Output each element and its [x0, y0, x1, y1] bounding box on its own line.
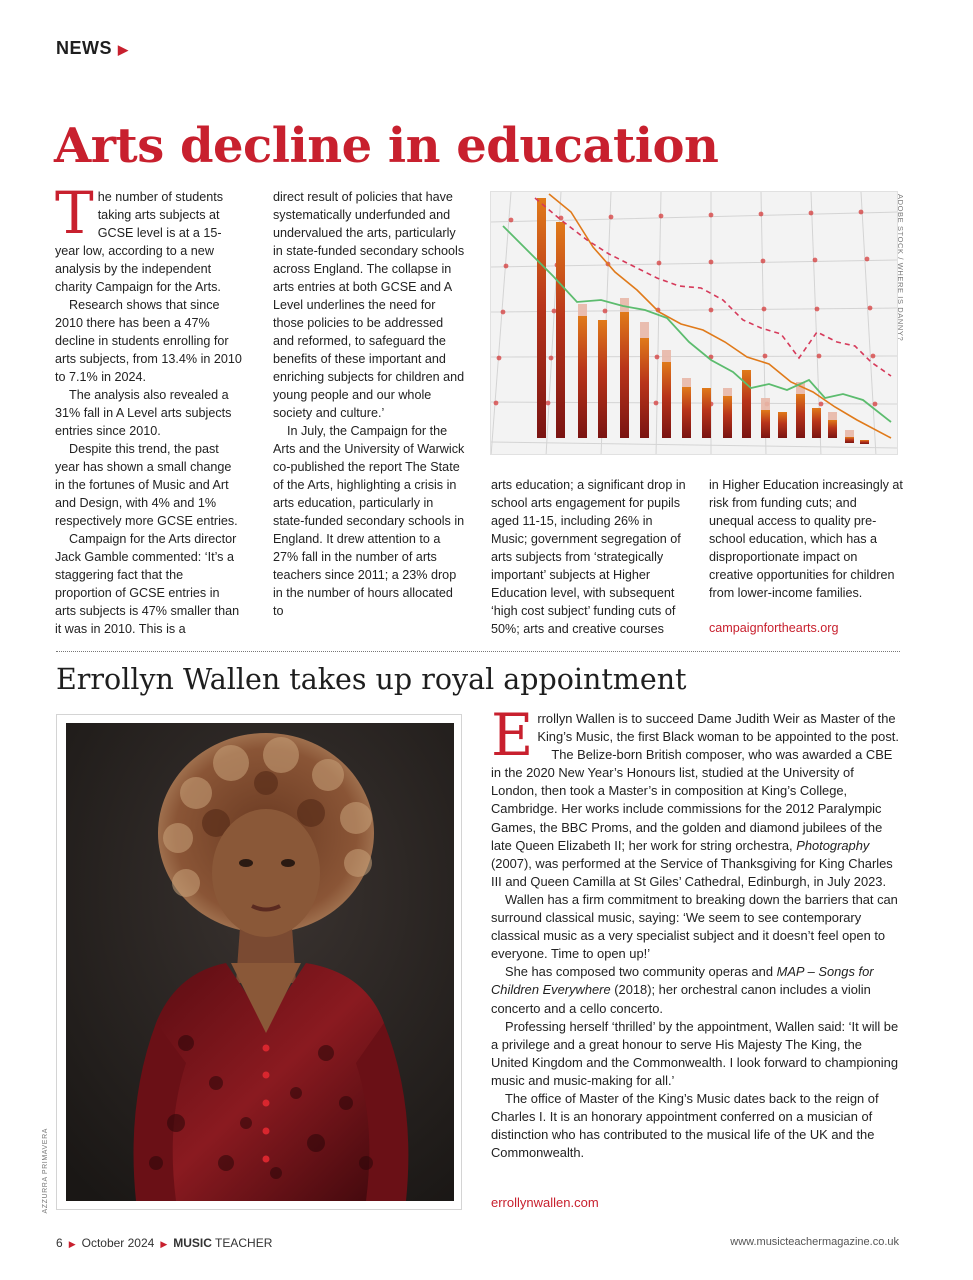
section-arrow-icon: ▶	[118, 42, 129, 57]
magazine-name-bold: MUSIC	[173, 1236, 212, 1250]
article1-paragraph: Campaign for the Arts director Jack Gamble commented: ‘It’s a staggering fact that the proportion of GCSE entries in arts subjects is 47% smaller than it was in 2010. This is a	[55, 532, 240, 636]
article1-paragraph: The number of students taking arts subjects at GCSE level is at a 15-year low, according to a new analysis by the independent charity Campaign for the Arts.	[55, 179, 224, 294]
section-divider	[56, 651, 900, 652]
wallen-link[interactable]: errollynwallen.com	[491, 1195, 599, 1210]
magazine-name-rest: TEACHER	[211, 1236, 273, 1250]
issue-date: October 2024	[81, 1236, 155, 1250]
portrait-photo	[66, 723, 454, 1201]
section-label-text: NEWS	[56, 38, 112, 58]
article1-paragraph: arts education; a significant drop in school arts engagement for pupils aged 11-15, including 26% in Music; government segregation of arts subjects from ‘strategically important’ subjects at Higher Education level, with subsequent ‘high cost subject’ funding cuts of 50%; arts and creative courses	[491, 478, 686, 636]
chart-illustration	[491, 192, 898, 455]
article1-paragraph: In July, the Campaign for the Arts and the University of Warwick co-published the report The State of the Arts, highlighting a crisis in arts education, particularly in state-funded secondary schools in England. It drew attention to a 27% fall in the number of arts teachers since 2011; a 23% drop in the number of hours allocated to	[273, 424, 465, 618]
article2-paragraph: She has composed two community operas and MAP – Songs for Children Everywhere (2018); her orchestral canon includes a violin concerto and a cello concerto.	[491, 964, 874, 1016]
footer-left	[56, 1236, 272, 1250]
dropcap: T	[55, 179, 94, 247]
article2-paragraph: Professing herself ‘thrilled’ by the appointment, Wallen said: ‘It will be a privilege and a great honour to serve His Majesty The King, the United Kingdom and the Commonwealth. I look forward to championing music and music-making for all.’	[491, 1018, 899, 1088]
article-headline: Arts decline in education	[54, 118, 719, 174]
article1-column-4	[709, 476, 903, 602]
photo-credit: AZZURRA PRIMAVERA	[42, 1128, 49, 1214]
article1-paragraph: The analysis also revealed a 31% fall in A Level arts subjects entries since 2010.	[55, 388, 232, 438]
article2-paragraph: Wallen has a firm commitment to breaking down the barriers that can surround classical music, saying: ‘We seem to see contemporary classical music as a very specialist subject and it doesn’t feel open to everyone. Time to open up!’	[491, 891, 898, 962]
article1-paragraph: Despite this trend, the past year has shown a small change in the fortunes of Music and Art and Design, with 4% and 1% respectively more GCSE entries.	[55, 442, 238, 528]
article2-headline: Errollyn Wallen takes up royal appointment	[56, 663, 687, 696]
footer-arrow-icon: ▶	[160, 1239, 168, 1249]
footer-url[interactable]: www.musicteachermagazine.co.uk	[730, 1236, 899, 1248]
dropcap: E	[491, 701, 534, 769]
footer-arrow-icon: ▶	[68, 1239, 76, 1249]
article2-paragraph: The Belize-born British composer, who was awarded a CBE in the 2020 New Year’s Honours list, studied at the University of London, then took a Master’s in composition at King’s College, Cambridge. Her works include commissions for the 2012 Paralympic Games, the BBC Proms, and the golden and diamond jubilees of the late Queen Elizabeth II; her work for string orchestra, Photography (2007), was performed at the Service of Thanksgiving for King Charles III and Queen Camilla at St Giles’ Cathedral, Edinburgh, in July 2023.	[491, 747, 893, 889]
article1-paragraph: in Higher Education increasingly at risk from funding cuts; and unequal access to quality pre-school education, which has a disproportionate impact on creative opportunities for children from lower-income families.	[709, 478, 903, 600]
article1-column-2	[273, 188, 466, 620]
image-credit: ADOBE STOCK / WHERE IS DANNY?	[896, 194, 905, 342]
article1-column-3	[491, 476, 687, 638]
article1-column-1	[55, 179, 243, 638]
campaign-link[interactable]: campaignforthearts.org	[709, 621, 839, 635]
section-label	[56, 38, 129, 59]
article1-paragraph: direct result of policies that have systematically underfunded and undervalued the arts, particularly in state-funded secondary schools across England. The collapse in arts entries at both GCSE and A Level underlines the need for those policies to be addressed and reformed, to safeguard the benefits of these important and enriching subjects for children and young people and our whole society and culture.’	[273, 190, 465, 420]
article2-body	[491, 701, 901, 1162]
declining-chart-image	[490, 191, 898, 455]
article2-paragraph: Errollyn Wallen is to succeed Dame Judith Weir as Master of the King’s Music, the first Black woman to be appointed to the post.	[491, 701, 899, 769]
article1-paragraph: Research shows that since 2010 there has been a 47% decline in students enrolling for arts subjects, from 13.4% in 2010 to 7.1% in 2024.	[55, 298, 242, 384]
article2-paragraph: The office of Master of the King’s Music dates back to the reign of Charles I. It is an honorary appointment conferred on a musician of distinction who has contributed to the musical life of the UK and the Commonwealth.	[491, 1090, 879, 1161]
page-number: 6	[56, 1236, 63, 1250]
portrait-illustration	[66, 723, 454, 1201]
